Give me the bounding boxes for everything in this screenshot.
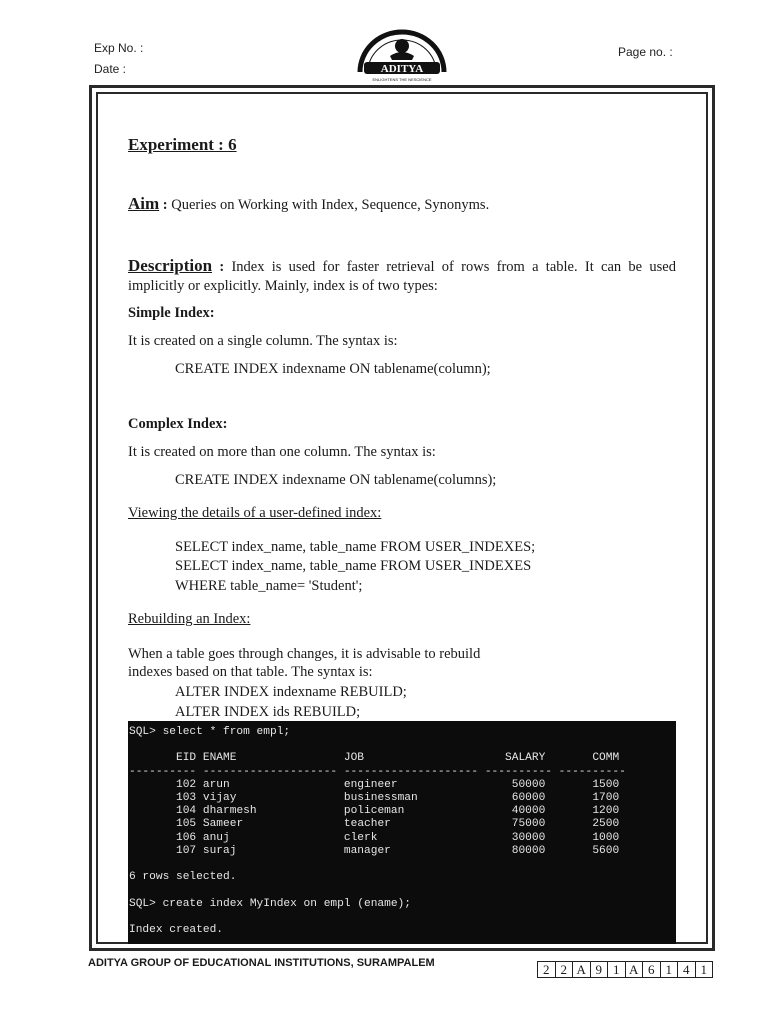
simple-index-heading: Simple Index: [128,305,215,321]
viewing-syntax-line: WHERE table_name= 'Student'; [175,578,363,594]
simple-index-text: It is created on a single column. The syntax is: [128,333,398,349]
rebuild-index-heading: Rebuilding an Index: [128,611,251,627]
col-header: JOB [343,752,365,765]
roll-digit: 4 [678,962,696,977]
col-header: SALARY [505,752,546,765]
complex-index-text: It is created on more than one column. The syntax is: [128,444,436,460]
logo-tagline: ENLIGHTENS THE NESCIENCE [372,77,432,82]
roll-digit: 2 [556,962,574,977]
institution-name: ADITYA GROUP OF EDUCATIONAL INSTITUTIONS, SURAMPALEM [88,957,435,969]
description-label: Description [128,256,213,275]
sql-prompt: SQL> create index MyIndex on empl (ename); [129,897,411,910]
result-text: Index created. [129,924,223,937]
table-header [129,752,619,764]
exp-no-label: Exp No. : [94,41,144,55]
description-paragraph: Description : Index is used for faster retrieval of rows from a table. It can be used implicitly or explicitly. Mainly, index is of two types: [128,256,676,294]
col-header: EID [176,752,197,765]
table-row: 104 dharmesh policeman 40000 1200 [176,805,620,818]
table-row: 105 Sameer teacher 75000 2500 [176,818,620,831]
date-label: Date : [94,62,127,76]
rebuild-text-line: When a table goes through changes, it is advisable to rebuild [128,646,481,662]
roll-digit: A [626,962,644,977]
rebuild-text-line: indexes based on that table. The syntax is: [128,664,373,680]
aim-text: Queries on Working with Index, Sequence, Synonyms. [171,197,490,213]
logo-wordmark: ADITYA [380,63,424,75]
rebuild-syntax-line: ALTER INDEX indexname REBUILD; [175,684,407,700]
table-row: 107 suraj manager 80000 5600 [176,844,620,857]
experiment-title: Experiment : 6 [128,135,237,154]
terminal-output: SQL> select * from empl; EID ENAME JOB SALARY COMM ---------- -------------------- -------------------- ---------- ---------- 102 arun engineer 50000 1500 103 vijay businessman 60000 1700 104 dharmesh policeman 40000 1200 105 Sameer teacher 75000 2500 106 anuj clerk 30000 1000 107 suraj manager 80000 5600 6 rows selected. SQL> create index MyIndex on empl (ename); Index created. [129,726,626,937]
viewing-syntax-line: SELECT index_name, table_name FROM USER_INDEXES; [175,539,536,555]
roll-number-boxes [537,961,713,978]
col-header: ENAME [202,752,237,765]
aditya-logo [354,26,450,84]
rows-selected-text: 6 rows selected. [129,871,237,884]
sql-prompt: SQL> select * from empl; [129,726,291,738]
complex-index-syntax: CREATE INDEX indexname ON tablename(columns); [175,472,497,488]
description-text: Index is used for faster retrieval of rows from a table. It can be used implicitly or explicitly. Mainly, index is of two types: [128,259,676,294]
viewing-index-heading: Viewing the details of a user-defined index: [128,505,382,521]
rebuild-syntax-line: ALTER INDEX ids REBUILD; [175,704,361,720]
roll-digit: A [573,962,591,977]
sql-terminal-screenshot [128,721,676,944]
roll-digit: 9 [591,962,609,977]
table-row: 102 arun engineer 50000 1500 [176,778,620,791]
aim-label: Aim [128,194,160,213]
aim-line: Aim : Queries on Working with Index, Sequence, Synonyms. [128,194,490,213]
roll-digit: 6 [643,962,661,977]
simple-index-syntax: CREATE INDEX indexname ON tablename(column); [175,361,491,377]
viewing-syntax-line: SELECT index_name, table_name FROM USER_INDEXES [175,558,532,574]
col-header: COMM [592,752,620,765]
roll-digit: 1 [661,962,679,977]
complex-index-heading: Complex Index: [128,416,228,432]
table-row: 103 vijay businessman 60000 1700 [176,792,620,805]
table-row: 106 anuj clerk 30000 1000 [176,831,620,844]
page-no-label: Page no. : [618,45,673,59]
roll-digit: 2 [538,962,556,977]
roll-digit: 1 [608,962,626,977]
roll-digit: 1 [700,962,707,977]
